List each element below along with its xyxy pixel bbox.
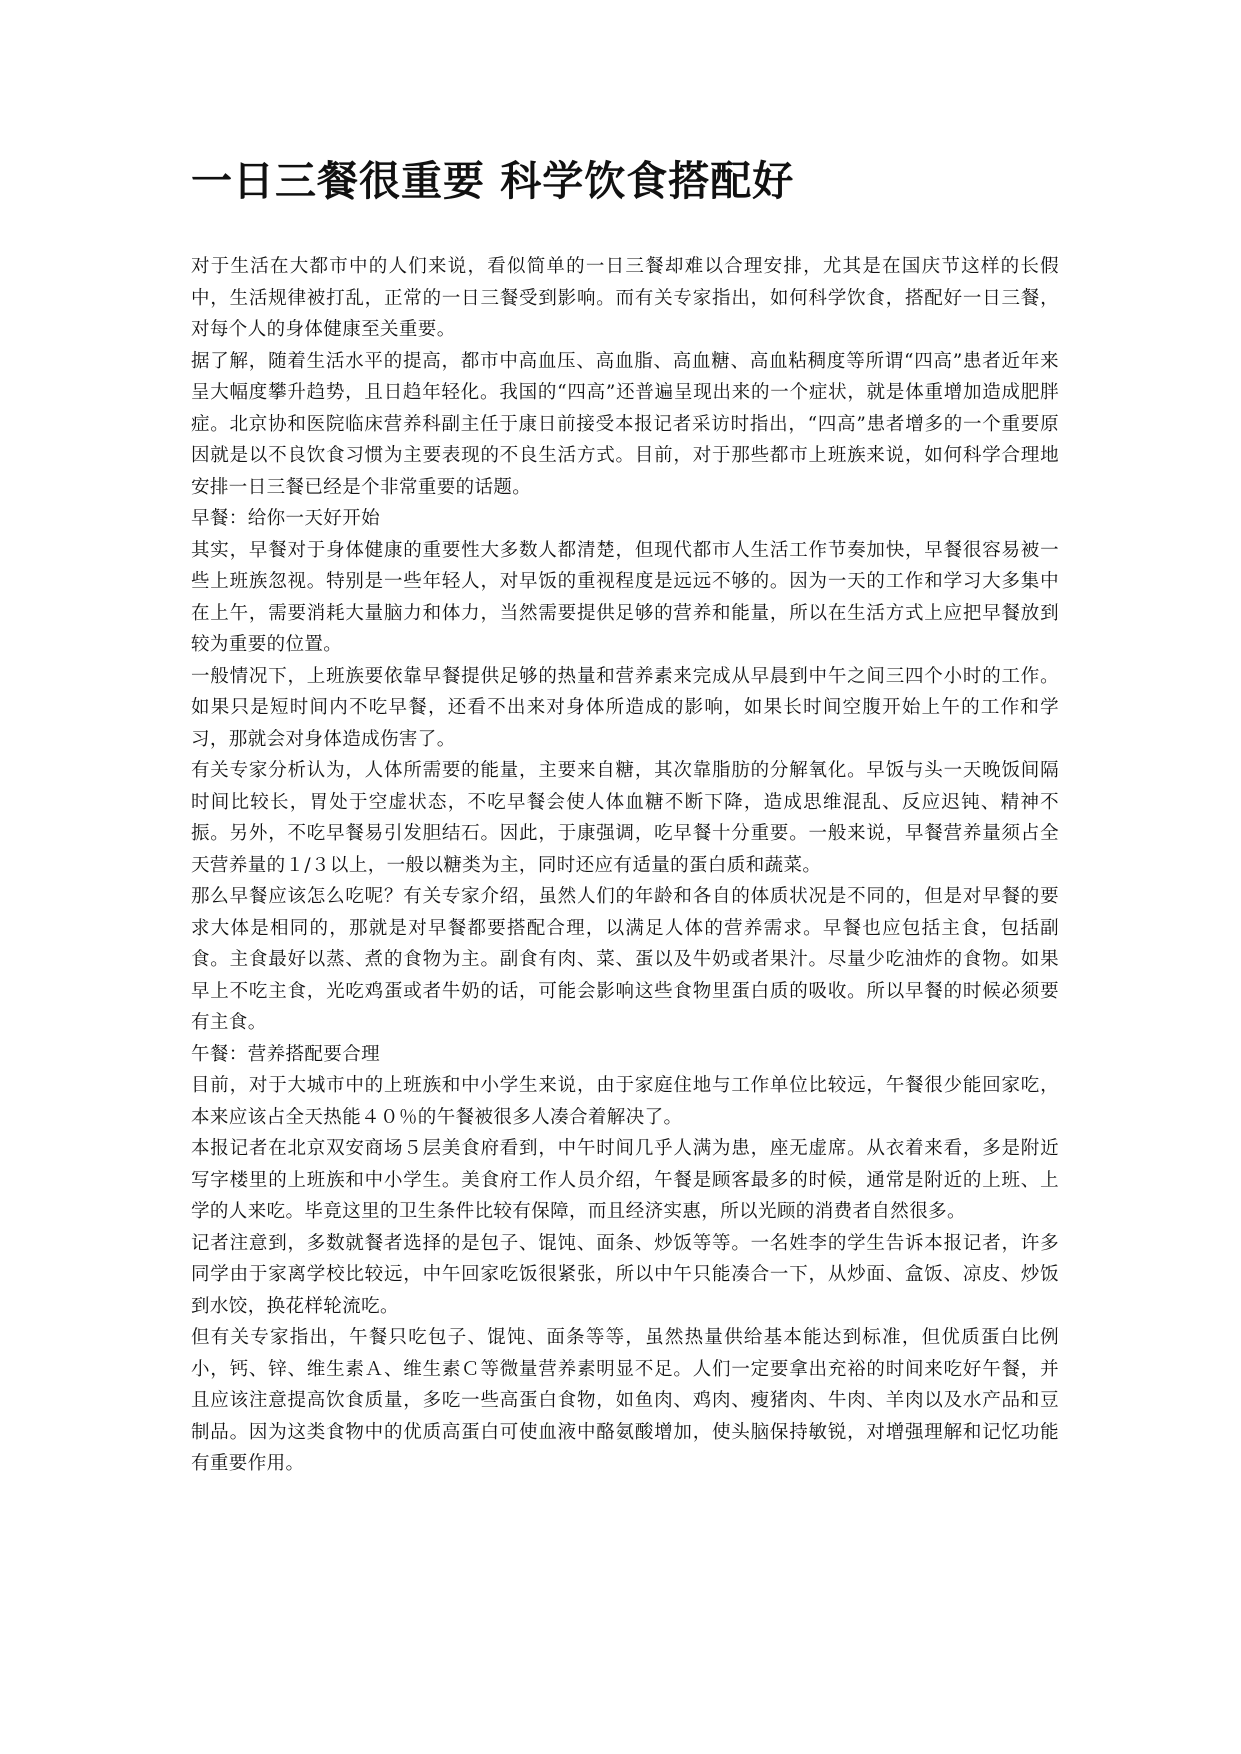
section-heading-lunch: 午餐：营养搭配要合理	[191, 1043, 381, 1065]
paragraph-lunch-reporter-visit: 本报记者在北京双安商场５层美食府看到，中午时间几乎人满为患，座无虚席。从衣着来看，多是附近写字楼里的上班族和中小学生。美食府工作人员介绍，午餐是顾客最多的时候，通常是附近的上班、上学的人来吃。毕竟这里的卫生条件比较有保障，而且经济实惠，所以光顾的消费者自然很多。	[191, 1138, 1059, 1222]
paragraph-breakfast-energy: 一般情况下，上班族要依靠早餐提供足够的热量和营养素来完成从早晨到中午之间三四个小时的工作。如果只是短时间内不吃早餐，还看不出来对身体所造成的影响，如果长时间空腹开始上午的工作和学习，那就会对身体造成伤害了。	[191, 665, 1059, 750]
paragraph-breakfast-how: 那么早餐应该怎么吃呢？有关专家介绍，虽然人们的年龄和各自的体质状况是不同的，但是对早餐的要求大体是相同的，那就是对早餐都要搭配合理，以满足人体的营养需求。早餐也应包括主食，包括副食。主食最好以蒸、煮的食物为主。副食有肉、菜、蛋以及牛奶或者果汁。尽量少吃油炸的食物。如果早上不吃主食，光吃鸡蛋或者牛奶的话，可能会影响这些食物里蛋白质的吸收。所以早餐的时候必须要有主食。	[191, 886, 1059, 1033]
paragraph-four-highs: 据了解，随着生活水平的提高，都市中高血压、高血脂、高血糖、高血粘稠度等所谓“四高”患者近年来呈大幅度攀升趋势，且日趋年轻化。我国的“四高”还普遍呈现出来的一个症状，就是体重增加造成肥胖症。北京协和医院临床营养科副主任于康日前接受本报记者采访时指出，“四高”患者增多的一个重要原因就是以不良饮食习惯为主要表现的不良生活方式。目前，对于那些都市上班族来说，如何科学合理地安排一日三餐已经是个非常重要的话题。	[191, 350, 1059, 498]
paragraph-lunch-choices: 记者注意到，多数就餐者选择的是包子、馄饨、面条、炒饭等等。一名姓李的学生告诉本报记者，许多同学由于家离学校比较远，中午回家吃饭很紧张，所以中午只能凑合一下，从炒面、盒饭、凉皮、炒饭到水饺，换花样轮流吃。	[191, 1232, 1059, 1317]
paragraph-lunch-expert-advice: 但有关专家指出，午餐只吃包子、馄饨、面条等等，虽然热量供给基本能达到标准，但优质蛋白比例小，钙、锌、维生素Ａ、维生素Ｃ等微量营养素明显不足。人们一定要拿出充裕的时间来吃好午餐，并且应该注意提高饮食质量，多吃一些高蛋白食物，如鱼肉、鸡肉、瘦猪肉、牛肉、羊肉以及水产品和豆制品。因为这类食物中的优质高蛋白可使血液中酪氨酸增加，使头脑保持敏锐，对增强理解和记忆功能有重要作用。	[191, 1327, 1059, 1474]
document-title: 一日三餐很重要 科学饮食搭配好	[191, 157, 795, 205]
paragraph-breakfast-analysis: 有关专家分析认为，人体所需要的能量，主要来自糖，其次靠脂肪的分解氧化。早饭与头一天晚饭间隔时间比较长，胃处于空虚状态，不吃早餐会使人体血糖不断下降，造成思维混乱、反应迟钝、精神不振。另外，不吃早餐易引发胆结石。因此，于康强调，吃早餐十分重要。一般来说，早餐营养量须占全天营养量的１/３以上，一般以糖类为主，同时还应有适量的蛋白质和蔬菜。	[191, 760, 1059, 876]
article-body	[191, 251, 1059, 1480]
paragraph-breakfast-importance: 其实，早餐对于身体健康的重要性大多数人都清楚，但现代都市人生活工作节奏加快，早餐很容易被一些上班族忽视。特别是一些年轻人，对早饭的重视程度是远远不够的。因为一天的工作和学习大多集中在上午，需要消耗大量脑力和体力，当然需要提供足够的营养和能量，所以在生活方式上应把早餐放到较为重要的位置。	[191, 539, 1059, 655]
section-heading-breakfast: 早餐：给你一天好开始	[191, 508, 381, 529]
paragraph-lunch-situation: 目前，对于大城市中的上班族和中小学生来说，由于家庭住地与工作单位比较远，午餐很少能回家吃，本来应该占全天热能４０％的午餐被很多人凑合着解决了。	[191, 1075, 1059, 1128]
paragraph-intro: 对于生活在大都市中的人们来说，看似简单的一日三餐却难以合理安排，尤其是在国庆节这样的长假中，生活规律被打乱，正常的一日三餐受到影响。而有关专家指出，如何科学饮食，搭配好一日三餐，对每个人的身体健康至关重要。	[191, 256, 1059, 340]
